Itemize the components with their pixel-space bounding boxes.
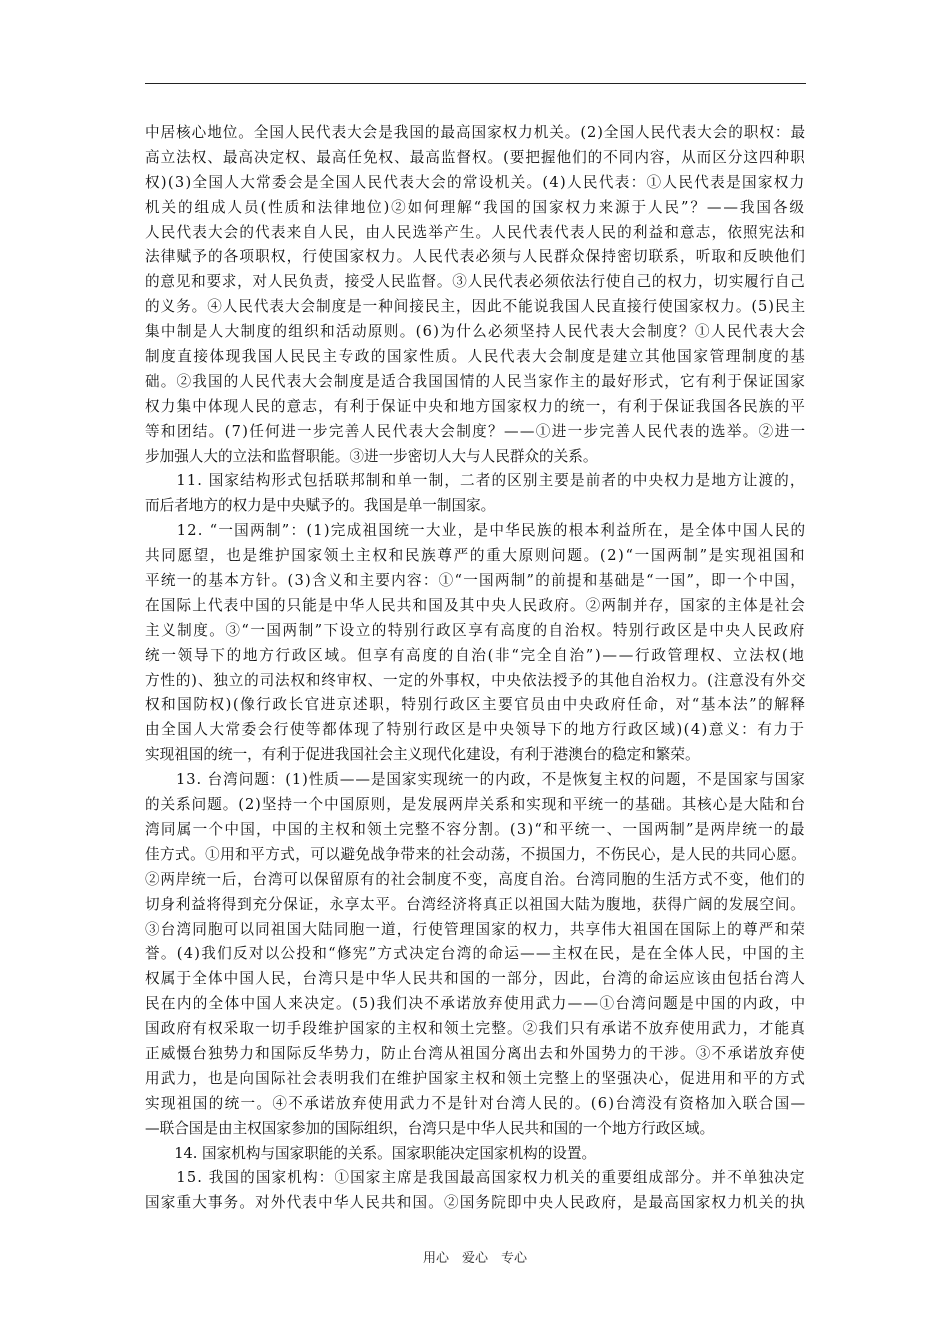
text-line: 法律赋予的各项职权，行使国家权力。人民代表必须与人民群众保持密切联系，听取和反映他们 <box>145 248 806 266</box>
text-line: 12. “一国两制”：(1)完成祖国统一大业，是中华民族的根本利益所在，是全体中国人民的 <box>145 522 806 540</box>
text-line: 11. 国家结构形式包括联邦制和单一制，二者的区别主要是前者的中央权力是地方让渡的， <box>145 472 806 490</box>
text-line: 用武力，也是向国际社会表明我们在维护国家主权和领土完整上的坚强决心，促进用和平的方式 <box>145 1069 806 1087</box>
text-line: 切身利益将得到充分保证，永享太平。台湾经济将真正以祖国大陆为腹地，获得广阔的发展空间。 <box>145 895 806 913</box>
text-line: 权和国防权)(像行政长官进京述职，特别行政区主要官员由中央政府任命，对“基本法”的解释 <box>145 696 806 714</box>
text-line: 方性的)、独立的司法权和终审权、一定的外事权，中央依法授予的其他自治权力。(注意没有外交 <box>145 671 806 689</box>
text-line: 制度直接体现我国人民民主专政的国家性质。人民代表大会制度是建立其他国家管理制度的基 <box>145 348 806 366</box>
text-line: 共同愿望，也是维护国家领土主权和民族尊严的重大原则问题。(2)“一国两制”是实现祖国和 <box>145 547 806 565</box>
text-line: 国家重大事务。对外代表中华人民共和国。②国务院即中央人民政府，是最高国家权力机关的执 <box>145 1194 806 1212</box>
text-line: 主义制度。③“一国两制”下设立的特别行政区享有高度的自治权。特别行政区是中央人民政府 <box>145 621 806 639</box>
text-line: 14. 国家机构与国家职能的关系。国家职能决定国家机构的设置。 <box>145 1144 597 1162</box>
text-line: 国政府有权采取一切手段维护国家的主权和领土完整。②我们只有承诺不放弃使用武力，才能真 <box>145 1020 806 1038</box>
text-line: 誉。(4)我们反对以公投和“修宪”方式决定台湾的命运——主权在民，是在全体人民，中国的主 <box>145 945 806 963</box>
text-line: 机关的组成人员(性质和法律地位)②如何理解“我国的国家权力来源于人民”？——我国各级 <box>145 198 806 216</box>
text-line: 15. 我国的国家机构：①国家主席是我国最高国家权力机关的重要组成部分。并不单独决定 <box>145 1169 806 1187</box>
text-line: 权力集中体现人民的意志，有利于保证中央和地方国家权力的统一，有利于保证我国各民族的平 <box>145 397 806 415</box>
text-line: 由全国人大常委会行使等都体现了特别行政区是中央领导下的地方行政区域)(4)意义：有力于 <box>145 721 806 739</box>
page-footer: 用心 爱心 专心 <box>422 1251 527 1266</box>
text-line: 正威慑台独势力和国际反华势力，防止台湾从祖国分离出去和外国势力的干涉。③不承诺放弃使 <box>145 1044 806 1062</box>
text-line: 而后者地方的权力是中央赋予的。我国是单一制国家。 <box>145 497 496 515</box>
text-line: ②两岸统一后，台湾可以保留原有的社会制度不变，高度自治。台湾同胞的生活方式不变，他们的 <box>145 870 806 888</box>
text-line: 权属于全体中国人民，台湾只是中华人民共和国的一部分，因此，台湾的命运应该由包括台湾人 <box>145 970 806 988</box>
text-line: 高立法权、最高决定权、最高任免权、最高监督权。(要把握他们的不同内容，从而区分这四种职 <box>145 148 806 166</box>
text-line: 的意见和要求，对人民负责，接受人民监督。③人民代表必须依法行使自己的权力，切实履行自己 <box>145 273 806 291</box>
text-line: 等和团结。(7)任何进一步完善人民代表大会制度？——①进一步完善人民代表的选举。②进一 <box>145 422 806 440</box>
text-line: 湾同属一个中国，中国的主权和领土完整不容分割。(3)“和平统一、一国两制”是两岸统一的最 <box>145 820 806 838</box>
text-line: 集中制是人大制度的组织和活动原则。(6)为什么必须坚持人民代表大会制度？①人民代表大会 <box>145 323 806 341</box>
text-line: 的关系问题。(2)坚持一个中国原则，是发展两岸关系和实现和平统一的基础。其核心是大陆和台 <box>145 796 806 814</box>
text-line: 的义务。④人民代表大会制度是一种间接民主，因此不能说我国人民直接行使国家权力。(5)民主 <box>145 298 806 316</box>
text-line: 佳方式。①用和平方式，可以避免战争带来的社会动荡，不损国力，不伤民心，是人民的共同心愿。 <box>145 845 806 863</box>
text-line: 权)(3)全国人大常委会是全国人民代表大会的常设机关。(4)人民代表：①人民代表是国家权力 <box>145 173 806 191</box>
text-line: 步加强人大的立法和监督职能。③进一步密切人大与人民群众的关系。 <box>145 447 598 465</box>
text-line: 在国际上代表中国的只能是中华人民共和国及其中央人民政府。②两制并存，国家的主体是社会 <box>145 596 806 614</box>
header-rule <box>145 83 806 84</box>
document-body <box>145 121 806 1216</box>
text-line: —联合国是由主权国家参加的国际组织，台湾只是中华人民共和国的一个地方行政区域。 <box>145 1119 715 1137</box>
text-line: 础。②我国的人民代表大会制度是适合我国国情的人民当家作主的最好形式，它有利于保证国家 <box>145 372 806 390</box>
text-line: 实现祖国的统一，有利于促进我国社会主义现代化建设，有利于港澳台的稳定和繁荣。 <box>145 746 700 764</box>
text-line: 人民代表大会的代表来自人民，由人民选举产生。人民代表代表人民的利益和意志，依照宪法和 <box>145 223 806 241</box>
text-line: 实现祖国的统一。④不承诺放弃使用武力不是针对台湾人民的。(6)台湾没有资格加入联合国— <box>145 1094 806 1112</box>
text-line: ③台湾同胞可以同祖国大陆同胞一道，行使管理国家的权力，共享伟大祖国在国际上的尊严和荣 <box>145 920 806 938</box>
text-line: 13. 台湾问题：(1)性质——是国家实现统一的内政，不是恢复主权的问题，不是国家与国家 <box>145 771 806 789</box>
text-line: 统一领导下的地方行政区域。但享有高度的自治(非“完全自治”)——行政管理权、立法权(地 <box>145 646 806 664</box>
text-line: 民在内的全体中国人来决定。(5)我们决不承诺放弃使用武力——①台湾问题是中国的内政，中 <box>145 995 806 1013</box>
text-line: 中居核心地位。全国人民代表大会是我国的最高国家权力机关。(2)全国人民代表大会的职权：最 <box>145 124 806 141</box>
text-line: 平统一的基本方针。(3)含义和主要内容：①“一国两制”的前提和基础是“一国”，即一个中国， <box>145 572 806 590</box>
